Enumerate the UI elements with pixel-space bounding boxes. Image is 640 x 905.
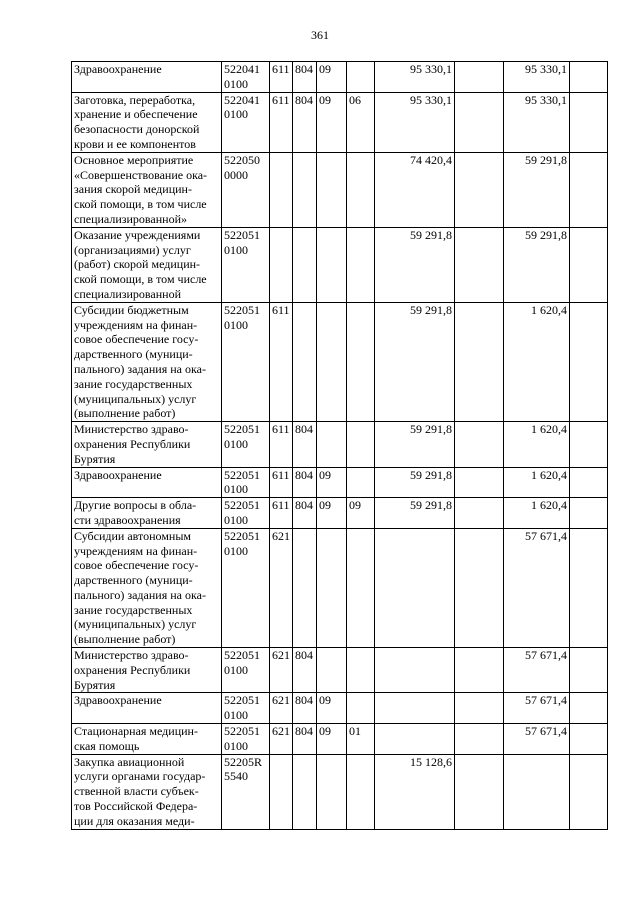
row-subsection-cell (347, 227, 375, 302)
row-name-cell: Оказание учреждениями (организациями) услуг (работ) скорой медицин- ской помощи, в том числе специализированной (72, 227, 222, 302)
row-section-cell: 09 (317, 724, 347, 755)
row-amount-2-cell: 57 671,4 (504, 648, 570, 693)
row-code-cell: 522051 0100 (222, 422, 270, 467)
row-amount-2-cell: 1 620,4 (504, 422, 570, 467)
table-body (72, 62, 608, 830)
row-grbs-cell (270, 754, 293, 829)
row-code-cell: 522051 0100 (222, 227, 270, 302)
table-row (72, 528, 608, 647)
row-grbs-cell: 611 (270, 302, 293, 421)
row-code-cell: 52205R 5540 (222, 754, 270, 829)
row-empty-2-cell (570, 227, 608, 302)
row-subsection-cell (347, 648, 375, 693)
row-code-cell: 522051 0100 (222, 302, 270, 421)
row-ved-cell: 804 (293, 62, 317, 93)
row-subsection-cell (347, 422, 375, 467)
table-row (72, 724, 608, 755)
table-row (72, 92, 608, 152)
row-empty-2-cell (570, 302, 608, 421)
row-ved-cell: 804 (293, 92, 317, 152)
row-empty-1-cell (455, 62, 504, 93)
row-empty-2-cell (570, 693, 608, 724)
row-empty-2-cell (570, 152, 608, 227)
row-ved-cell (293, 528, 317, 647)
row-empty-2-cell (570, 528, 608, 647)
row-grbs-cell: 621 (270, 724, 293, 755)
row-amount-1-cell: 59 291,8 (375, 302, 455, 421)
row-empty-1-cell (455, 498, 504, 529)
row-name-cell: Другие вопросы в обла- сти здравоохранения (72, 498, 222, 529)
row-ved-cell (293, 227, 317, 302)
row-ved-cell: 804 (293, 498, 317, 529)
row-name-cell: Министерство здраво- охранения Республики Бурятия (72, 648, 222, 693)
row-amount-1-cell (375, 693, 455, 724)
row-subsection-cell (347, 302, 375, 421)
row-ved-cell: 804 (293, 422, 317, 467)
row-section-cell (317, 754, 347, 829)
row-name-cell: Здравоохранение (72, 467, 222, 498)
row-amount-2-cell: 57 671,4 (504, 724, 570, 755)
table-row (72, 152, 608, 227)
row-empty-1-cell (455, 227, 504, 302)
row-subsection-cell (347, 152, 375, 227)
row-empty-1-cell (455, 302, 504, 421)
row-amount-1-cell: 15 128,6 (375, 754, 455, 829)
row-empty-2-cell (570, 648, 608, 693)
row-grbs-cell: 621 (270, 528, 293, 647)
row-grbs-cell: 611 (270, 422, 293, 467)
budget-table (71, 61, 608, 830)
row-empty-2-cell (570, 498, 608, 529)
row-amount-2-cell: 59 291,8 (504, 152, 570, 227)
row-section-cell (317, 422, 347, 467)
table-row (72, 302, 608, 421)
row-subsection-cell: 09 (347, 498, 375, 529)
row-empty-1-cell (455, 724, 504, 755)
row-ved-cell: 804 (293, 724, 317, 755)
row-subsection-cell (347, 693, 375, 724)
table-row (72, 422, 608, 467)
row-amount-1-cell: 59 291,8 (375, 467, 455, 498)
row-grbs-cell: 611 (270, 92, 293, 152)
row-name-cell: Основное мероприятие «Совершенствование ока- зания скорой медицин- ской помощи, в том числе специализированной» (72, 152, 222, 227)
row-grbs-cell: 611 (270, 62, 293, 93)
row-empty-2-cell (570, 92, 608, 152)
row-amount-1-cell: 95 330,1 (375, 62, 455, 93)
table-row (72, 693, 608, 724)
row-code-cell: 522051 0100 (222, 498, 270, 529)
row-name-cell: Субсидии бюджетным учреждениям на финан- совое обеспечение госу- дарственного (муници- пального) задания на ока- зание государственных (муниципальных) услуг (выполнение работ) (72, 302, 222, 421)
row-section-cell: 09 (317, 62, 347, 93)
row-amount-2-cell: 95 330,1 (504, 92, 570, 152)
row-section-cell (317, 302, 347, 421)
table-row (72, 467, 608, 498)
row-empty-2-cell (570, 422, 608, 467)
row-ved-cell: 804 (293, 648, 317, 693)
row-section-cell: 09 (317, 92, 347, 152)
row-empty-1-cell (455, 648, 504, 693)
table-row (72, 62, 608, 93)
table-row (72, 227, 608, 302)
row-subsection-cell: 01 (347, 724, 375, 755)
row-empty-1-cell (455, 92, 504, 152)
row-empty-1-cell (455, 693, 504, 724)
row-code-cell: 522050 0000 (222, 152, 270, 227)
page-number: 361 (311, 28, 329, 42)
row-amount-1-cell (375, 648, 455, 693)
row-amount-1-cell: 95 330,1 (375, 92, 455, 152)
row-empty-1-cell (455, 152, 504, 227)
row-amount-1-cell: 59 291,8 (375, 422, 455, 467)
row-grbs-cell: 621 (270, 693, 293, 724)
row-empty-2-cell (570, 467, 608, 498)
row-amount-2-cell: 1 620,4 (504, 302, 570, 421)
row-amount-2-cell: 57 671,4 (504, 528, 570, 647)
table-row (72, 754, 608, 829)
row-empty-1-cell (455, 528, 504, 647)
row-section-cell (317, 528, 347, 647)
row-subsection-cell: 06 (347, 92, 375, 152)
row-name-cell: Здравоохранение (72, 62, 222, 93)
row-ved-cell: 804 (293, 693, 317, 724)
row-amount-2-cell: 57 671,4 (504, 693, 570, 724)
row-code-cell: 522051 0100 (222, 693, 270, 724)
row-name-cell: Закупка авиационной услуги органами государ- ственной власти субъек- тов Российской Федера- ции для оказания меди- (72, 754, 222, 829)
row-ved-cell (293, 152, 317, 227)
row-subsection-cell (347, 754, 375, 829)
row-empty-2-cell (570, 62, 608, 93)
row-empty-1-cell (455, 467, 504, 498)
row-code-cell: 522051 0100 (222, 467, 270, 498)
row-grbs-cell: 621 (270, 648, 293, 693)
row-subsection-cell (347, 467, 375, 498)
row-amount-1-cell: 74 420,4 (375, 152, 455, 227)
row-amount-2-cell: 1 620,4 (504, 498, 570, 529)
row-name-cell: Стационарная медицин- ская помощь (72, 724, 222, 755)
row-section-cell: 09 (317, 498, 347, 529)
row-amount-1-cell (375, 528, 455, 647)
row-code-cell: 522051 0100 (222, 724, 270, 755)
row-subsection-cell (347, 528, 375, 647)
row-ved-cell: 804 (293, 467, 317, 498)
row-grbs-cell (270, 152, 293, 227)
row-empty-1-cell (455, 754, 504, 829)
row-grbs-cell: 611 (270, 467, 293, 498)
row-amount-2-cell: 1 620,4 (504, 467, 570, 498)
row-empty-1-cell (455, 422, 504, 467)
row-name-cell: Здравоохранение (72, 693, 222, 724)
row-grbs-cell: 611 (270, 498, 293, 529)
row-amount-1-cell: 59 291,8 (375, 498, 455, 529)
row-section-cell: 09 (317, 467, 347, 498)
row-amount-2-cell: 59 291,8 (504, 227, 570, 302)
table-row (72, 498, 608, 529)
row-grbs-cell (270, 227, 293, 302)
row-section-cell (317, 648, 347, 693)
row-name-cell: Заготовка, переработка, хранение и обеспечение безопасности донорской крови и ее компонентов (72, 92, 222, 152)
row-subsection-cell (347, 62, 375, 93)
table-row (72, 648, 608, 693)
row-amount-2-cell: 95 330,1 (504, 62, 570, 93)
row-section-cell (317, 152, 347, 227)
row-amount-1-cell: 59 291,8 (375, 227, 455, 302)
row-section-cell (317, 227, 347, 302)
row-amount-1-cell (375, 724, 455, 755)
row-ved-cell (293, 302, 317, 421)
row-name-cell: Министерство здраво- охранения Республики Бурятия (72, 422, 222, 467)
row-code-cell: 522051 0100 (222, 648, 270, 693)
row-code-cell: 522051 0100 (222, 528, 270, 647)
row-name-cell: Субсидии автономным учреждениям на финан- совое обеспечение госу- дарственного (муници- пального) задания на ока- зание государственных (муниципальных) услуг (выполнение работ) (72, 528, 222, 647)
row-empty-2-cell (570, 724, 608, 755)
row-empty-2-cell (570, 754, 608, 829)
row-code-cell: 522041 0100 (222, 92, 270, 152)
row-code-cell: 522041 0100 (222, 62, 270, 93)
row-section-cell: 09 (317, 693, 347, 724)
row-amount-2-cell (504, 754, 570, 829)
row-ved-cell (293, 754, 317, 829)
